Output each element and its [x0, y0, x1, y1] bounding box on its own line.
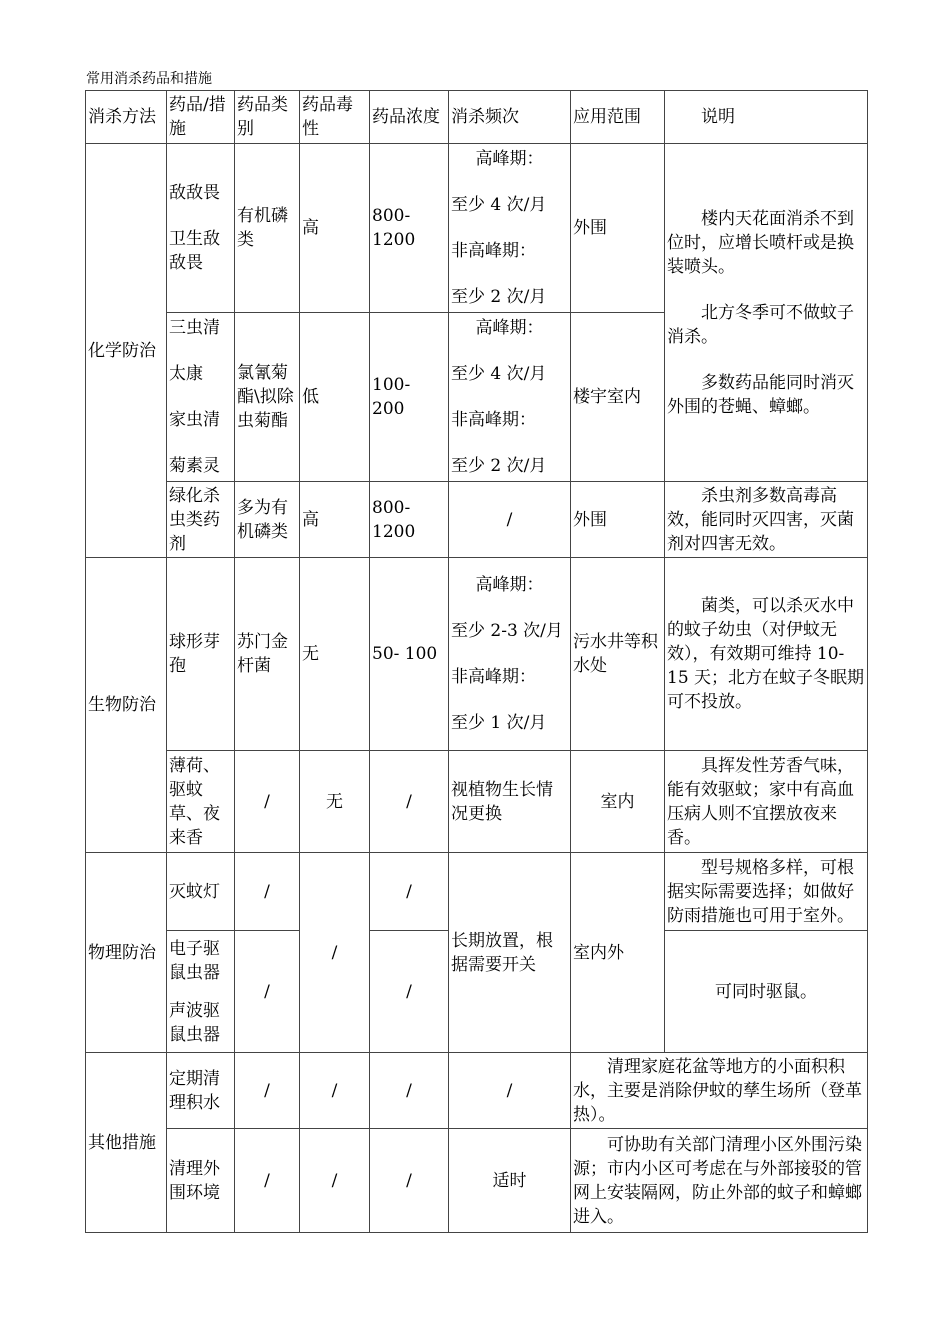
concentration-cell: /	[370, 1053, 449, 1129]
drug-name: 卫生敌敌畏	[169, 229, 220, 273]
table-row	[86, 1053, 868, 1129]
scope-cell: 室内外	[571, 853, 665, 1053]
frequency-cell	[449, 144, 571, 313]
table-row	[86, 751, 868, 853]
frequency-cell: 适时	[449, 1129, 571, 1233]
header-cell: 说明	[665, 91, 868, 144]
drug-cell: 球形芽孢	[167, 558, 235, 751]
drug-cell	[167, 313, 235, 482]
frequency-cell: /	[449, 1053, 571, 1129]
table-row	[86, 482, 868, 558]
frequency-line: 高峰期：	[475, 318, 544, 338]
note-cell: 菌类，可以杀灭水中的蚊子幼虫（对伊蚊无效），有效期可维持 10-15 天；北方在蚊子冬眠期可不投放。	[665, 558, 868, 751]
scope-cell: 楼宇室内	[571, 313, 665, 482]
frequency-cell: /	[449, 482, 571, 558]
toxicity-cell: 低	[300, 313, 370, 482]
drug-name: 家虫清	[169, 410, 220, 430]
frequency-line: 高峰期：	[475, 575, 544, 595]
drug-name: 太康	[169, 364, 203, 384]
category-cell: 多为有机磷类	[235, 482, 300, 558]
header-cell: 应用范围	[571, 91, 665, 144]
note-cell: 可同时驱鼠。	[665, 931, 868, 1053]
toxicity-cell: /	[300, 1129, 370, 1233]
note-paragraph: 多数药品能同时消灭外围的苍蝇、蟑螂。	[667, 372, 854, 417]
drug-name: 菊素灵	[169, 456, 220, 476]
frequency-line: 非高峰期：	[451, 667, 536, 687]
drug-cell: 绿化杀虫类药剂	[167, 482, 235, 558]
frequency-line: 至少 4 次/月	[451, 195, 547, 215]
disinfection-table	[85, 90, 868, 1233]
toxicity-cell: 无	[300, 751, 370, 853]
category-cell: 氯氰菊酯\拟除虫菊酯	[235, 313, 300, 482]
header-cell: 药品浓度	[370, 91, 449, 144]
concentration-cell: 800-1200	[370, 482, 449, 558]
drug-cell: 清理外围环境	[167, 1129, 235, 1233]
concentration-cell: 50- 100	[370, 558, 449, 751]
note-cell: 清理家庭花盆等地方的小面积积水，主要是消除伊蚊的孳生场所（登革热）。	[571, 1053, 868, 1129]
method-cell: 化学防治	[86, 144, 167, 558]
toxicity-cell: 高	[300, 144, 370, 313]
category-cell: 有机磷类	[235, 144, 300, 313]
scope-cell: 室内	[571, 751, 665, 853]
toxicity-cell: /	[300, 853, 370, 1053]
drug-cell: 定期清理积水	[167, 1053, 235, 1129]
drug-name: 声波驱鼠虫器	[169, 1000, 220, 1045]
table-row	[86, 144, 868, 313]
header-row	[86, 91, 868, 144]
header-cell: 药品/措施	[167, 91, 235, 144]
category-cell: /	[235, 1053, 300, 1129]
drug-cell	[167, 931, 235, 1053]
method-cell: 其他措施	[86, 1053, 167, 1233]
frequency-cell: 视植物生长情况更换	[449, 751, 571, 853]
frequency-line: 至少 1 次/月	[451, 713, 547, 733]
frequency-cell: 长期放置，根据需要开关	[449, 853, 571, 1053]
scope-cell: 污水井等积水处	[571, 558, 665, 751]
method-cell: 生物防治	[86, 558, 167, 853]
drug-name: 敌敌畏	[169, 183, 220, 203]
drug-name: 三虫清	[169, 318, 220, 338]
category-cell: /	[235, 853, 300, 931]
drug-cell	[167, 144, 235, 313]
toxicity-cell: 无	[300, 558, 370, 751]
concentration-cell: 100- 200	[370, 313, 449, 482]
frequency-line: 非高峰期：	[451, 241, 536, 261]
frequency-cell	[449, 558, 571, 751]
method-cell: 物理防治	[86, 853, 167, 1053]
header-cell: 消杀频次	[449, 91, 571, 144]
note-cell	[665, 144, 868, 482]
frequency-line: 非高峰期：	[451, 410, 536, 430]
toxicity-cell: 高	[300, 482, 370, 558]
table-row	[86, 853, 868, 931]
concentration-cell: /	[370, 853, 449, 931]
header-cell: 药品毒性	[300, 91, 370, 144]
category-cell: 苏门金杆菌	[235, 558, 300, 751]
drug-name: 电子驱鼠虫器	[169, 938, 220, 983]
frequency-line: 至少 2 次/月	[451, 287, 547, 307]
drug-cell: 薄荷、驱蚊草、夜来香	[167, 751, 235, 853]
category-cell: /	[235, 1129, 300, 1233]
concentration-cell: /	[370, 751, 449, 853]
frequency-line: 至少 2-3 次/月	[451, 621, 563, 641]
frequency-line: 至少 4 次/月	[451, 364, 547, 384]
header-cell: 药品类别	[235, 91, 300, 144]
note-cell: 可协助有关部门清理小区外围污染源；市内小区可考虑在与外部接驳的管网上安装隔网，防止外部的蚊子和蟑螂进入。	[571, 1129, 868, 1233]
toxicity-cell: /	[300, 1053, 370, 1129]
scope-cell: 外围	[571, 144, 665, 313]
frequency-line: 高峰期：	[475, 149, 544, 169]
category-cell: /	[235, 751, 300, 853]
frequency-cell	[449, 313, 571, 482]
table-row	[86, 558, 868, 751]
note-cell: 具挥发性芳香气味，能有效驱蚊；家中有高血压病人则不宜摆放夜来香。	[665, 751, 868, 853]
category-cell: /	[235, 931, 300, 1053]
note-paragraph: 北方冬季可不做蚊子消杀。	[667, 302, 854, 347]
frequency-line: 至少 2 次/月	[451, 456, 547, 476]
table-caption: 常用消杀药品和措施	[86, 71, 212, 87]
concentration-cell: /	[370, 1129, 449, 1233]
table-row	[86, 1129, 868, 1233]
note-paragraph: 楼内天花面消杀不到位时，应增长喷杆或是换装喷头。	[667, 208, 854, 277]
note-cell: 型号规格多样，可根据实际需要选择；如做好防雨措施也可用于室外。	[665, 853, 868, 931]
drug-cell: 灭蚊灯	[167, 853, 235, 931]
note-cell: 杀虫剂多数高毒高效，能同时灭四害，灭菌剂对四害无效。	[665, 482, 868, 558]
scope-cell: 外围	[571, 482, 665, 558]
concentration-cell: /	[370, 931, 449, 1053]
header-cell: 消杀方法	[86, 91, 167, 144]
concentration-cell: 800-1200	[370, 144, 449, 313]
